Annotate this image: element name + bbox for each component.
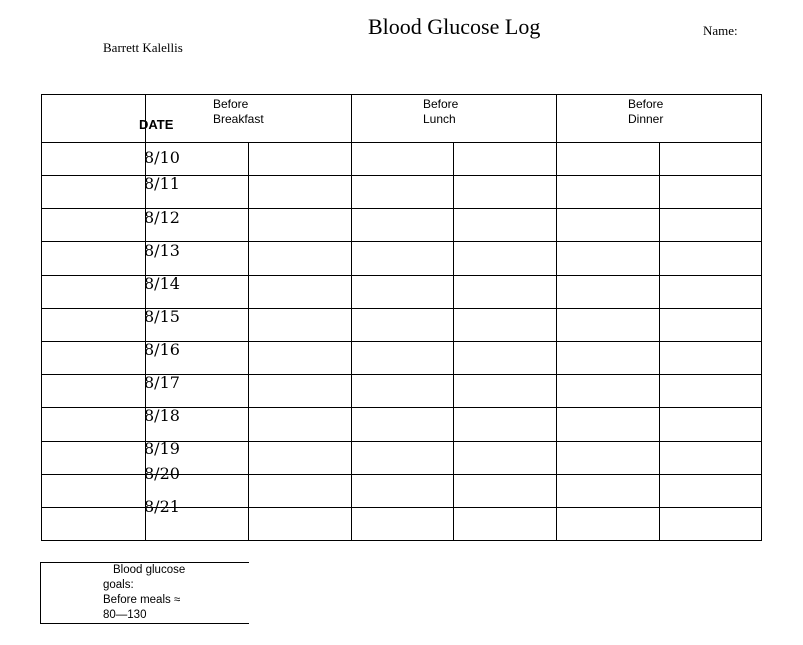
date-cell: 8/14 xyxy=(144,274,180,293)
goals-range: 80—130 xyxy=(103,609,147,621)
date-cell: 8/21 xyxy=(144,497,180,516)
goals-before-meals: Before meals ≈ xyxy=(103,594,181,606)
before-dinner-header: Before Dinner xyxy=(628,97,664,126)
date-column-header: DATE xyxy=(139,117,174,132)
column-divider xyxy=(248,142,249,540)
column-divider xyxy=(453,142,454,540)
patient-name: Barrett Kalellis xyxy=(103,40,183,55)
date-cell: 8/12 xyxy=(144,208,180,227)
row-divider xyxy=(42,142,761,143)
goals-title: Blood glucose xyxy=(113,564,186,576)
column-divider xyxy=(659,142,660,540)
date-cell: 8/16 xyxy=(144,340,180,359)
date-cell: 8/11 xyxy=(144,174,180,193)
before-breakfast-header: Before Breakfast xyxy=(213,97,264,126)
date-cell: 8/20 xyxy=(144,464,180,483)
page-title: Blood Glucose Log xyxy=(368,14,541,39)
goals-title-continued: goals: xyxy=(103,579,134,591)
date-cell: 8/10 xyxy=(144,148,180,167)
date-cell: 8/17 xyxy=(144,373,180,392)
date-cell: 8/15 xyxy=(144,307,180,326)
column-divider xyxy=(556,95,557,540)
column-divider xyxy=(351,95,352,540)
glucose-goals-box xyxy=(40,562,249,624)
before-lunch-header: Before Lunch xyxy=(423,97,459,126)
name-label: Name: xyxy=(703,23,738,38)
date-cell: 8/18 xyxy=(144,406,180,425)
date-cell: 8/19 xyxy=(144,439,180,458)
date-cell: 8/13 xyxy=(144,241,180,260)
glucose-log-table xyxy=(41,94,762,541)
